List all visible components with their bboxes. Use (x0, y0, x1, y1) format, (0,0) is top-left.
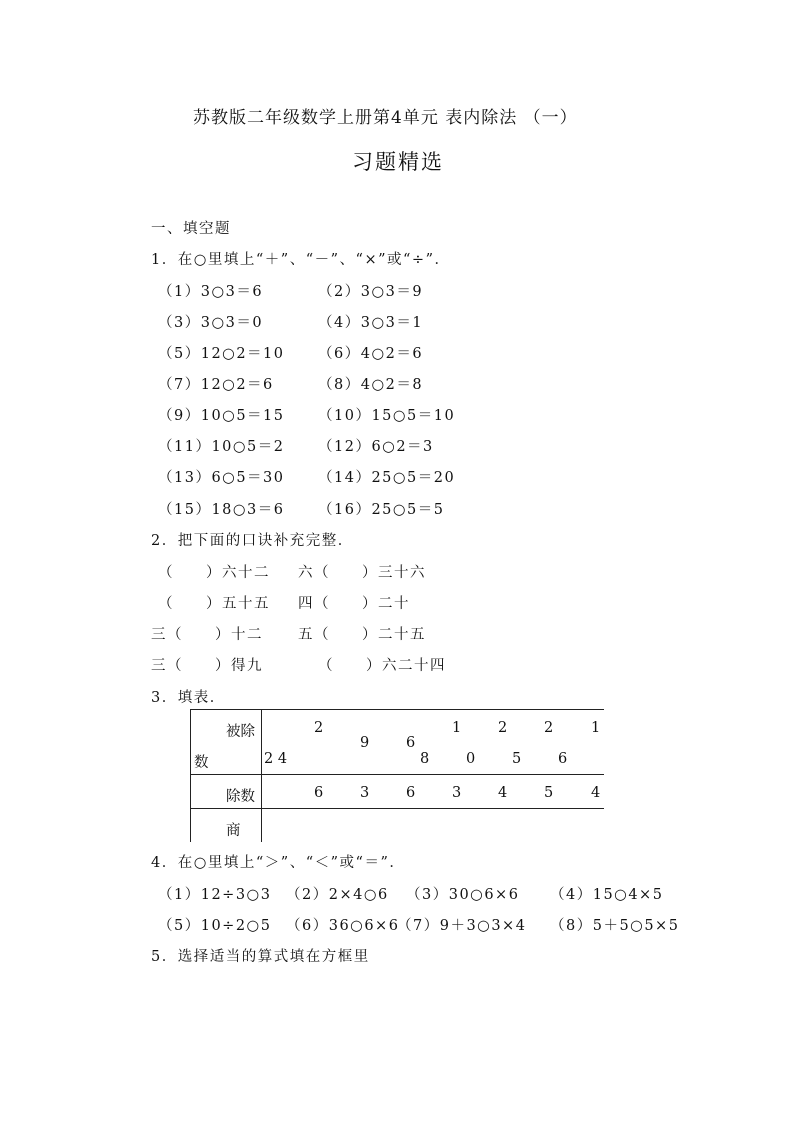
q1-item-11: （11）10○5＝2 (158, 439, 285, 455)
q2-item-7: 三（ ）得九 (151, 658, 263, 674)
question-4-prompt: 4．在○里填上“＞”、“＜”或“＝”． (151, 855, 406, 871)
divisor-cell: 4 (498, 785, 508, 801)
q1-item-1: （1）3○3＝6 (158, 284, 264, 300)
section-heading: 一、填空题 (151, 221, 231, 237)
question-1-prompt: 1．在○里填上“＋”、“－”、“×”或“÷”． (151, 252, 451, 268)
q1-item-7: （7）12○2＝6 (158, 377, 274, 393)
divisor-cell: 4 (591, 785, 601, 801)
document-subtitle: 习题精选 (352, 150, 444, 174)
quotient-label: 商 (226, 823, 241, 839)
dividend-cell: 2 (544, 720, 554, 736)
dividend-cell: 6 (558, 751, 568, 767)
dividend-cell: 0 (466, 751, 476, 767)
q4-item-6: （6）36○6×6 (286, 918, 400, 934)
dividend-cell: 2 (498, 720, 508, 736)
q2-item-8: （ ）六二十四 (318, 658, 446, 674)
q4-item-8: （8）5＋5○5×5 (550, 918, 680, 934)
q2-item-4: 四（ ）二十 (298, 596, 410, 612)
q2-item-3: （ ）五十五 (158, 596, 270, 612)
q1-item-8: （8）4○2＝8 (318, 377, 424, 393)
dividend-cell: 1 (452, 720, 462, 736)
q2-item-6: 五（ ）二十五 (298, 627, 426, 643)
q1-item-2: （2）3○3＝9 (318, 284, 424, 300)
q4-item-2: （2）2×4○6 (286, 887, 389, 903)
q1-item-13: （13）6○5＝30 (158, 470, 285, 486)
question-5-prompt: 5．选择适当的算式填在方框里 (151, 949, 370, 965)
dividend-cell: 6 (406, 735, 416, 751)
q1-item-15: （15）18○3＝6 (158, 502, 285, 518)
dividend-cell: 2 4 (264, 751, 288, 767)
q1-item-6: （6）4○2＝6 (318, 346, 424, 362)
q2-item-5: 三（ ）十二 (151, 627, 263, 643)
divisor-label: 除数 (226, 789, 255, 805)
question-3-prompt: 3．填表． (151, 690, 226, 706)
divisor-cell: 5 (544, 785, 554, 801)
dividend-label-bottom: 数 (194, 755, 209, 771)
q4-item-4: （4）15○4×5 (550, 887, 664, 903)
dividend-cell: 9 (360, 735, 370, 751)
q1-item-4: （4）3○3＝1 (318, 315, 424, 331)
table-top-border (190, 709, 604, 710)
dividend-cell: 5 (512, 751, 522, 767)
q1-item-12: （12）6○2＝3 (318, 439, 434, 455)
q1-item-16: （16）25○5＝5 (318, 502, 445, 518)
q4-item-3: （3）30○6×6 (406, 887, 520, 903)
document-title: 苏教版二年级数学上册第4单元 表内除法 （一） (193, 108, 578, 128)
q2-item-1: （ ）六十二 (158, 565, 270, 581)
table-left-border (190, 709, 191, 842)
divisor-cell: 6 (406, 785, 416, 801)
dividend-cell: 1 (591, 720, 601, 736)
q4-item-7: （7）9＋3○3×4 (397, 918, 527, 934)
divisor-cell: 3 (360, 785, 370, 801)
q1-item-3: （3）3○3＝0 (158, 315, 264, 331)
table-header-divider (261, 709, 262, 842)
dividend-label-top: 被除 (226, 724, 255, 740)
q1-item-14: （14）25○5＝20 (318, 470, 456, 486)
question-2-prompt: 2．把下面的口诀补充完整． (151, 533, 354, 549)
table-row-divider-2 (190, 808, 604, 809)
q1-item-5: （5）12○2＝10 (158, 346, 285, 362)
table-row-divider-1 (190, 774, 604, 775)
q1-item-10: （10）15○5＝10 (318, 408, 456, 424)
divisor-cell: 3 (452, 785, 462, 801)
divisor-cell: 6 (314, 785, 324, 801)
dividend-cell: 8 (420, 751, 430, 767)
dividend-cell: 2 (314, 720, 324, 736)
q4-item-1: （1）12÷3○3 (158, 887, 272, 903)
q4-item-5: （5）10÷2○5 (158, 918, 272, 934)
q2-item-2: 六（ ）三十六 (298, 565, 426, 581)
q1-item-9: （9）10○5＝15 (158, 408, 285, 424)
